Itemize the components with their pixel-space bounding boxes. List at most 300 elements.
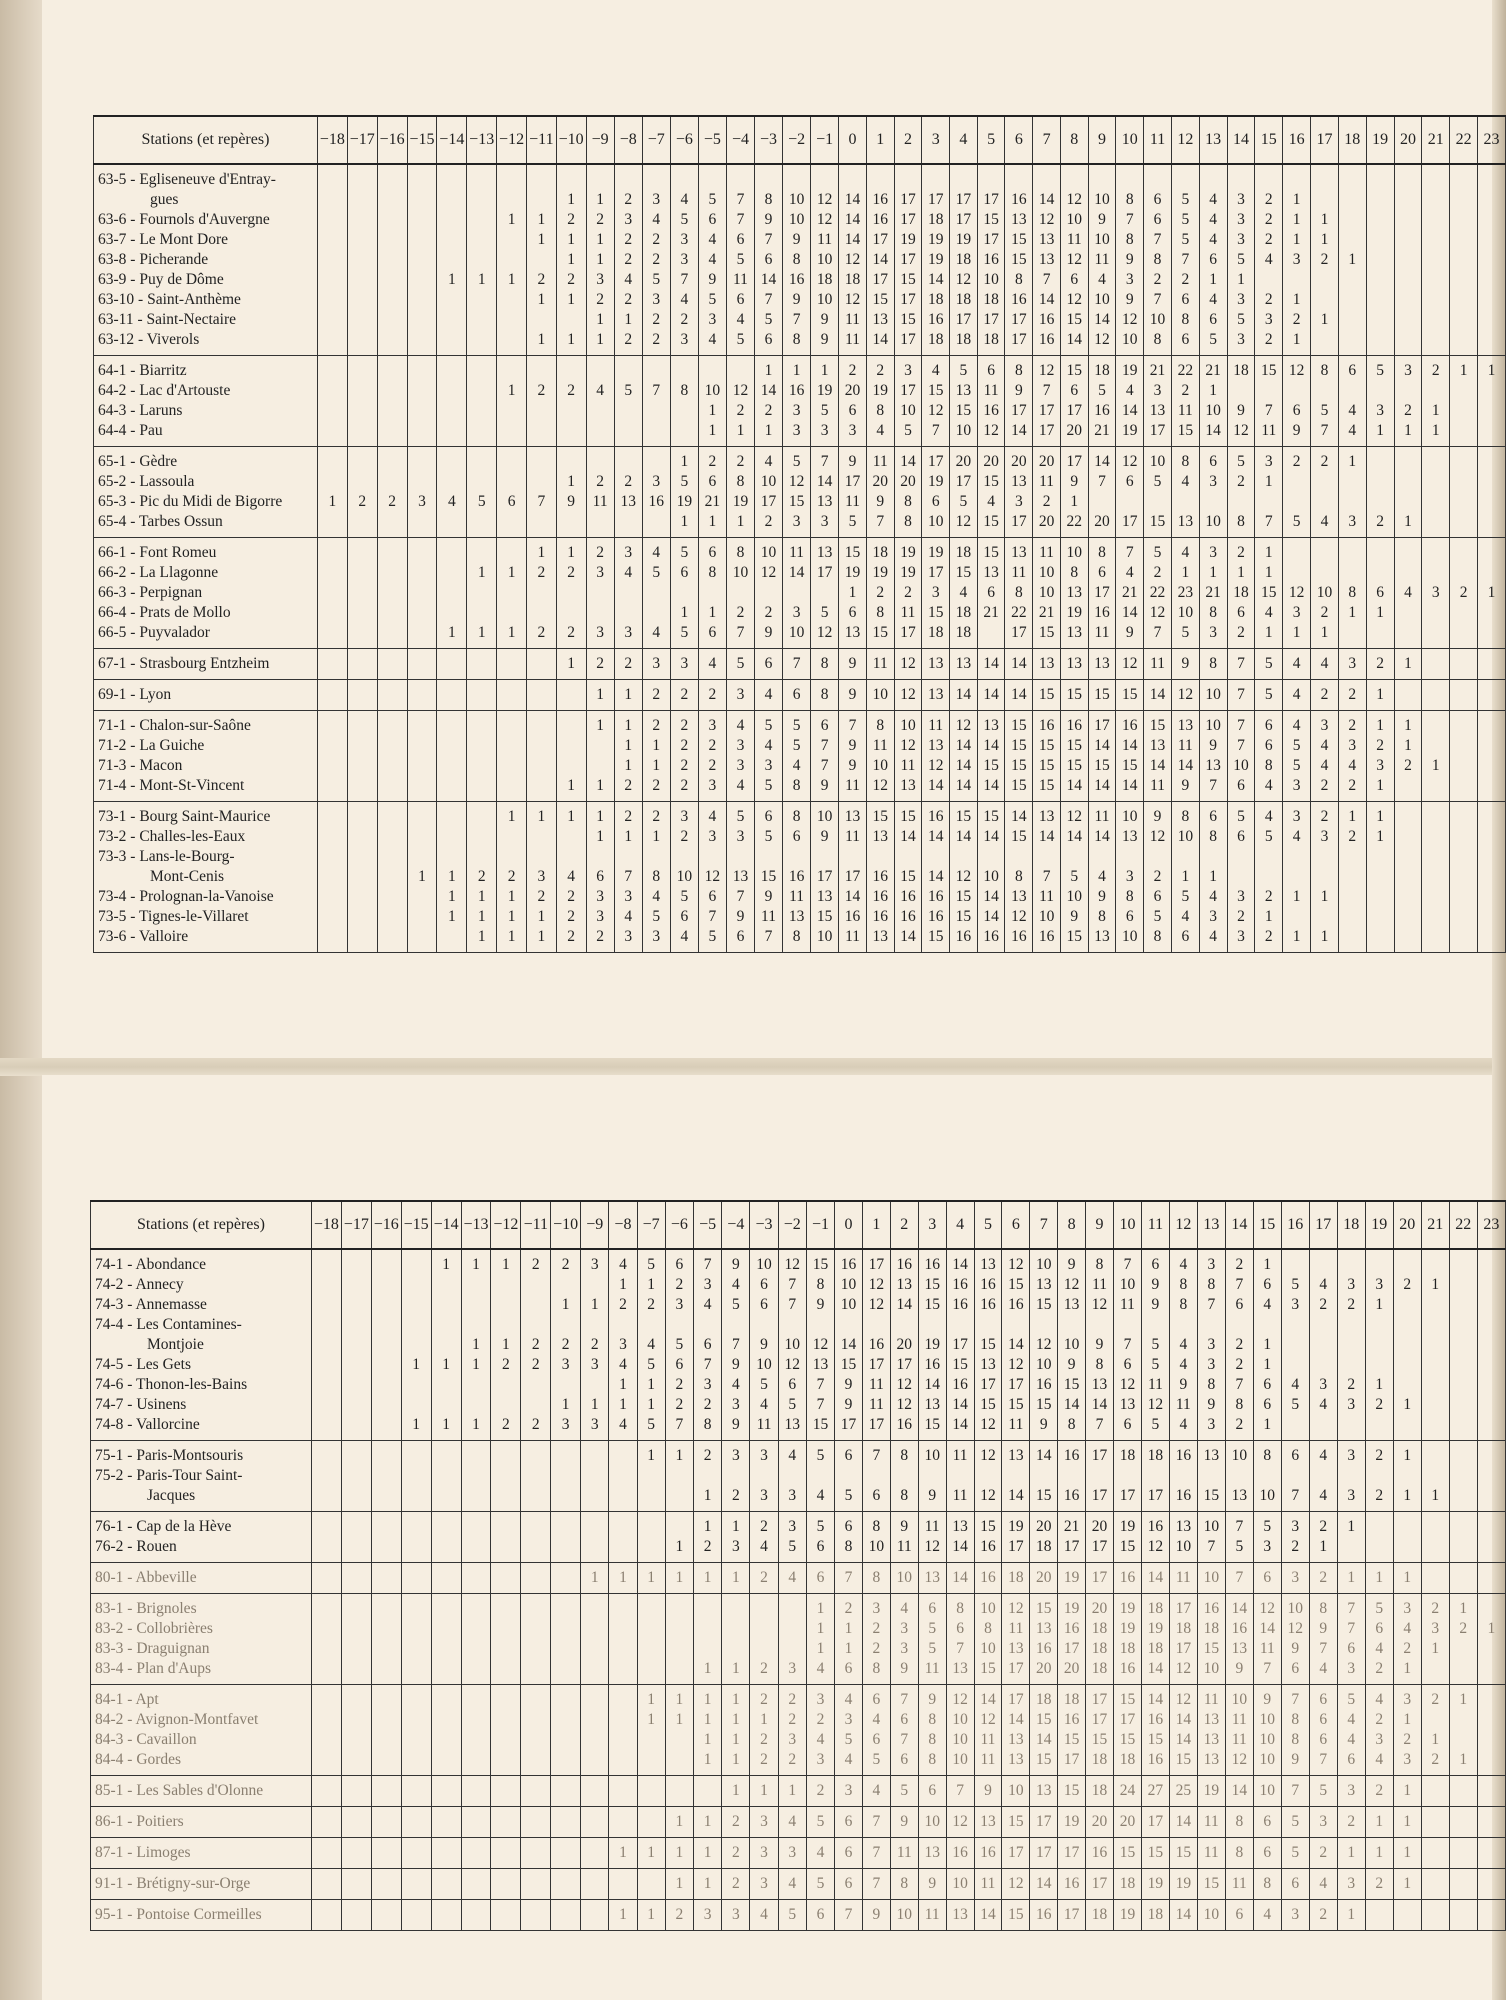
cell-value: 1 (1431, 1487, 1440, 1504)
cell-value: 7 (1042, 868, 1051, 885)
cell-value (437, 563, 466, 583)
hour-values (609, 1776, 637, 1807)
hour-values (1365, 1563, 1393, 1594)
hour-column-header: −3 (750, 1201, 778, 1249)
hour-values (726, 680, 754, 711)
cell-value (615, 361, 642, 381)
cell-value: 1 (537, 808, 546, 825)
cell-value: 4 (1375, 1640, 1384, 1657)
cell-value: 14 (955, 737, 972, 754)
cell-value: 1 (1459, 1751, 1468, 1768)
cell-value: 2 (736, 402, 745, 419)
cell-value: 10 (983, 271, 999, 288)
cell-value (312, 1905, 341, 1925)
cell-value (1478, 472, 1505, 492)
hour-values (750, 1685, 778, 1776)
cell-value (372, 1659, 401, 1679)
cell-value: 7 (1237, 686, 1245, 703)
cell-value (1450, 867, 1477, 887)
cell-value: 9 (764, 888, 773, 905)
cell-value (587, 452, 614, 472)
cell-value (1478, 1375, 1505, 1395)
cell-value: 7 (675, 1416, 684, 1433)
cell-value (1478, 1659, 1505, 1679)
cell-value: 6 (1237, 828, 1245, 845)
cell-value: 1 (1320, 211, 1329, 228)
cell-value (1478, 512, 1505, 532)
cell-value (432, 1639, 461, 1659)
hour-values (1197, 1869, 1225, 1900)
cell-value: 10 (1122, 808, 1138, 825)
hour-values (377, 447, 407, 538)
cell-value (467, 421, 496, 441)
cell-value (318, 330, 347, 350)
hour-values (1030, 1869, 1058, 1900)
cell-value: 7 (1153, 291, 1162, 308)
cell-value: 3 (931, 584, 940, 601)
cell-value: 3 (624, 888, 633, 905)
cell-value (1142, 1466, 1169, 1486)
cell-value: 17 (1011, 513, 1027, 530)
cell-value (437, 583, 466, 603)
cell-value: 17 (1011, 311, 1027, 328)
cell-value (402, 1843, 431, 1863)
cell-value (318, 716, 347, 736)
hour-values (722, 1776, 750, 1807)
cell-value: 6 (872, 1691, 881, 1708)
cell-value: 1 (1403, 1875, 1412, 1892)
cell-value (750, 1599, 777, 1619)
cell-value: 8 (1179, 1296, 1188, 1313)
hour-values (551, 1776, 581, 1807)
cell-value (497, 736, 526, 756)
cell-value (581, 1537, 608, 1557)
cell-value: 9 (1070, 473, 1079, 490)
cell-value: 3 (760, 1844, 768, 1861)
cell-value (372, 1537, 401, 1557)
cell-value (1367, 907, 1394, 927)
cell-value: 4 (1125, 564, 1134, 581)
hour-column-header: 22 (1449, 1201, 1477, 1249)
cell-value (312, 1335, 341, 1355)
cell-value: 7 (1207, 1538, 1216, 1555)
cell-value (581, 1639, 608, 1659)
cell-value (408, 847, 437, 867)
cell-value: 11 (1147, 1376, 1163, 1393)
hour-values (1002, 1869, 1030, 1900)
cell-value: 1 (1403, 1569, 1412, 1586)
station-name: 74-4 - Les Contamines- (95, 1316, 242, 1333)
hour-values (581, 1838, 609, 1869)
cell-value (521, 1568, 550, 1588)
hour-values (698, 711, 726, 802)
cell-value (1422, 330, 1449, 350)
cell-value: 6 (1263, 1376, 1272, 1393)
cell-value (437, 290, 466, 310)
station-name: 66-1 - Font Romeu (98, 544, 217, 561)
cell-value (432, 1568, 461, 1588)
cell-value: 14 (788, 564, 805, 581)
hour-values (461, 1594, 491, 1685)
cell-value: 11 (845, 331, 860, 348)
cell-value (348, 685, 377, 705)
hour-values (665, 1512, 693, 1563)
cell-value (402, 1599, 431, 1619)
cell-value: 2 (1319, 1518, 1328, 1535)
cell-value (557, 603, 586, 623)
hour-values (1283, 538, 1311, 649)
hour-values (637, 1838, 665, 1869)
cell-value: 4 (1125, 382, 1134, 399)
cell-value: 1 (680, 604, 689, 621)
cell-value (1450, 452, 1477, 472)
hour-values (835, 1838, 863, 1869)
cell-value: 2 (816, 1782, 825, 1799)
cell-value: 6 (1263, 1844, 1272, 1861)
cell-value: 1 (731, 1660, 740, 1677)
hour-values (1311, 649, 1339, 680)
hour-values (371, 1594, 401, 1685)
cell-value: 17 (1119, 1711, 1136, 1728)
cell-value: 13 (784, 1416, 800, 1433)
cell-value: 4 (1181, 544, 1190, 561)
hour-column-header: 15 (1255, 116, 1283, 164)
hour-values (311, 1512, 341, 1563)
cell-value: 20 (1036, 1660, 1052, 1677)
cell-value (342, 1395, 371, 1415)
cell-value: 12 (980, 1447, 996, 1464)
cell-value (378, 847, 407, 867)
hour-values (1255, 711, 1283, 802)
cell-value: 18 (1036, 1538, 1052, 1555)
cell-value (1200, 492, 1227, 512)
hour-values (1113, 1563, 1141, 1594)
hour-values (778, 1249, 806, 1441)
cell-value: 11 (789, 888, 805, 905)
cell-value: 2 (1264, 211, 1273, 228)
hour-values (1337, 1807, 1365, 1838)
cell-value: 4 (1348, 757, 1357, 774)
hour-values (1281, 1776, 1309, 1807)
cell-value: 1 (731, 1569, 740, 1586)
cell-value: 16 (1036, 1640, 1052, 1657)
hour-column-header: 5 (977, 116, 1005, 164)
hour-values (1309, 1594, 1337, 1685)
cell-value: 7 (788, 1296, 797, 1313)
cell-value: 14 (1094, 828, 1110, 845)
cell-value (437, 381, 466, 401)
cell-value (527, 776, 556, 796)
cell-value: 1 (1375, 1376, 1384, 1393)
cell-value: 14 (1066, 828, 1083, 845)
cell-value: 1 (1264, 473, 1273, 490)
cell-value: 2 (596, 655, 605, 672)
cell-value: 10 (1094, 231, 1110, 248)
cell-value (699, 361, 726, 381)
cell-value: 16 (1008, 1296, 1024, 1313)
hour-values (467, 680, 497, 711)
hour-values (311, 1869, 341, 1900)
cell-value: 1 (567, 331, 576, 348)
hour-values (693, 1563, 721, 1594)
hour-values (1088, 711, 1116, 802)
cell-value: 7 (680, 271, 689, 288)
cell-value (581, 1315, 608, 1335)
cell-value: 7 (1291, 1782, 1300, 1799)
hour-values (347, 538, 377, 649)
cell-value: 17 (1094, 717, 1110, 734)
cell-value: 9 (820, 311, 829, 328)
cell-value (1478, 756, 1505, 776)
hour-column-header: −6 (665, 1201, 693, 1249)
cell-value: 3 (708, 828, 717, 845)
cell-value: 16 (980, 1276, 996, 1293)
cell-value: 16 (1011, 928, 1027, 945)
cell-value: 3 (1376, 757, 1384, 774)
cell-value: 7 (703, 1256, 712, 1273)
cell-value: 6 (987, 362, 995, 379)
cell-value (318, 310, 347, 330)
cell-value: 4 (760, 1906, 768, 1923)
cell-value (1422, 1315, 1449, 1335)
cell-value: 14 (844, 191, 861, 208)
cell-value (378, 685, 407, 705)
cell-value (521, 1730, 550, 1750)
cell-value (1422, 1568, 1449, 1588)
cell-value: 15 (844, 544, 861, 561)
cell-value (666, 1599, 693, 1619)
cell-value: 21 (1122, 584, 1138, 601)
hour-values (637, 1900, 665, 1931)
cell-value (342, 1874, 371, 1894)
cell-value (1283, 381, 1310, 401)
cell-value: 15 (1147, 1731, 1164, 1748)
cell-value (312, 1781, 341, 1801)
hour-column-header: −4 (726, 116, 754, 164)
cell-value: 2 (567, 928, 576, 945)
hour-values (1030, 1900, 1058, 1931)
cell-value (342, 1710, 371, 1730)
cell-value (437, 685, 466, 705)
hour-values (1002, 1512, 1030, 1563)
cell-value: 18 (1036, 1691, 1052, 1708)
cell-value: 12 (1288, 362, 1305, 379)
hour-values (437, 164, 467, 356)
cell-value: 7 (1263, 1660, 1272, 1677)
cell-value: 6 (872, 1731, 881, 1748)
cell-value: 16 (900, 908, 916, 925)
cell-value (1478, 907, 1505, 927)
cell-value: 3 (708, 311, 717, 328)
cell-value (312, 1486, 341, 1506)
cell-value: 20 (955, 453, 972, 470)
hour-values (1033, 711, 1061, 802)
hour-values (890, 1685, 918, 1776)
cell-value: 16 (840, 1256, 857, 1273)
hour-values (1060, 680, 1088, 711)
cell-value: 13 (1038, 808, 1055, 825)
cell-value: 11 (1120, 1296, 1135, 1313)
station-name: 64-1 - Biarritz (98, 362, 187, 379)
hour-values (1255, 649, 1283, 680)
cell-value: 1 (1181, 868, 1190, 885)
cell-value (348, 421, 377, 441)
cell-value: 3 (1375, 1276, 1384, 1293)
hour-values (1030, 1838, 1058, 1869)
hour-values (974, 1441, 1002, 1512)
hour-values (347, 711, 377, 802)
cell-value: 3 (675, 1296, 684, 1313)
cell-value (318, 685, 347, 705)
cell-value (378, 583, 407, 603)
hour-values (1088, 356, 1116, 447)
hour-values (527, 649, 557, 680)
cell-value (975, 1315, 1002, 1335)
cell-value: 6 (844, 1447, 853, 1464)
station-name: 95-1 - Pontoise Cormeilles (95, 1906, 262, 1923)
hour-values (722, 1869, 750, 1900)
cell-value (587, 401, 614, 421)
hour-values (866, 802, 894, 953)
cell-value: 7 (820, 737, 829, 754)
cell-value: 12 (1147, 1538, 1164, 1555)
hour-values (946, 1807, 974, 1838)
cell-value (372, 1812, 401, 1832)
cell-value: 20 (1066, 422, 1083, 439)
cell-value: 1 (412, 1416, 421, 1433)
cell-value (551, 1690, 580, 1710)
cell-value: 2 (1375, 1396, 1384, 1413)
cell-value: 7 (764, 928, 773, 945)
cell-value: 18 (1008, 1569, 1024, 1586)
cell-value (587, 756, 614, 776)
cell-value (1395, 250, 1422, 270)
cell-value: 17 (1147, 1487, 1164, 1504)
cell-value: 16 (872, 888, 888, 905)
cell-value (1478, 1255, 1505, 1275)
cell-value (1395, 190, 1422, 210)
cell-value: 4 (1181, 908, 1190, 925)
cell-value: 13 (816, 544, 833, 561)
cell-value (318, 401, 347, 421)
cell-value (1254, 1315, 1281, 1335)
cell-value (521, 1659, 550, 1679)
cell-value: 2 (596, 544, 605, 561)
cell-value (378, 210, 407, 230)
cell-value (318, 756, 347, 776)
cell-value: 3 (1207, 1256, 1216, 1273)
hour-values (461, 1512, 491, 1563)
hour-values (521, 1594, 551, 1685)
cell-value: 14 (927, 828, 944, 845)
hour-column-header: −10 (556, 116, 586, 164)
cell-value (408, 290, 437, 310)
cell-value: 14 (1038, 191, 1055, 208)
cell-value: 6 (1263, 1813, 1272, 1830)
cell-value: 12 (1233, 422, 1249, 439)
cell-value: 20 (872, 473, 888, 490)
cell-value: 1 (1375, 1844, 1384, 1861)
cell-value (372, 1781, 401, 1801)
hour-values (401, 1441, 431, 1512)
hour-values (835, 1869, 863, 1900)
hour-values (670, 680, 698, 711)
table-row (94, 649, 1506, 680)
cell-value (1478, 250, 1505, 270)
hour-values (1033, 356, 1061, 447)
cell-value: 2 (680, 777, 689, 794)
cell-value: 19 (1063, 1813, 1080, 1830)
cell-value: 8 (900, 1875, 909, 1892)
cell-value: 3 (788, 1844, 797, 1861)
cell-value: 4 (1181, 473, 1190, 490)
cell-value: 2 (1237, 624, 1245, 641)
cell-value: 12 (1259, 1600, 1276, 1617)
cell-value: 10 (1231, 1447, 1248, 1464)
cell-value (1030, 1315, 1057, 1335)
cell-value: 16 (788, 382, 805, 399)
hour-values (835, 1807, 863, 1838)
hour-values (778, 1594, 806, 1685)
cell-value: 12 (784, 1256, 800, 1273)
cell-value (318, 927, 347, 947)
cell-value (1395, 907, 1422, 927)
hour-values (497, 711, 527, 802)
cell-value: 2 (760, 1660, 768, 1677)
hour-values (556, 649, 586, 680)
cell-value: 9 (1209, 737, 1218, 754)
cell-value: 13 (1036, 1782, 1052, 1799)
cell-value (1033, 170, 1060, 190)
cell-value (467, 807, 496, 827)
hour-column-header: 23 (1477, 1201, 1505, 1249)
cell-value: 6 (1209, 808, 1218, 825)
cell-value: 13 (927, 737, 944, 754)
cell-value: 1 (1487, 584, 1496, 601)
cell-value: 14 (1147, 1660, 1164, 1677)
cell-value: 7 (1125, 544, 1134, 561)
hour-values (407, 680, 437, 711)
cell-value (1450, 543, 1477, 563)
hour-values (1450, 649, 1478, 680)
hour-values (527, 802, 557, 953)
cell-value: 10 (983, 868, 999, 885)
cell-value: 12 (927, 757, 944, 774)
cell-value: 10 (955, 422, 972, 439)
hour-column-header: 8 (1060, 116, 1088, 164)
cell-value: 15 (1149, 513, 1166, 530)
cell-value: 2 (1292, 311, 1301, 328)
cell-value: 15 (983, 544, 999, 561)
cell-value (1366, 1537, 1393, 1557)
cell-value (372, 1843, 401, 1863)
cell-value: 14 (760, 271, 777, 288)
cell-value: 11 (789, 544, 805, 561)
cell-value: 15 (840, 1356, 857, 1373)
cell-value: 10 (900, 717, 916, 734)
cell-value: 1 (472, 1256, 480, 1273)
cell-value (587, 603, 614, 623)
cell-value (615, 583, 642, 603)
cell-value: 5 (1264, 828, 1273, 845)
cell-value (551, 1375, 580, 1395)
cell-value (1311, 472, 1338, 492)
station-name: 64-4 - Pau (98, 422, 163, 439)
hour-values (890, 1249, 918, 1441)
cell-value (1367, 310, 1394, 330)
cell-value (1450, 310, 1477, 330)
cell-value (1450, 716, 1477, 736)
